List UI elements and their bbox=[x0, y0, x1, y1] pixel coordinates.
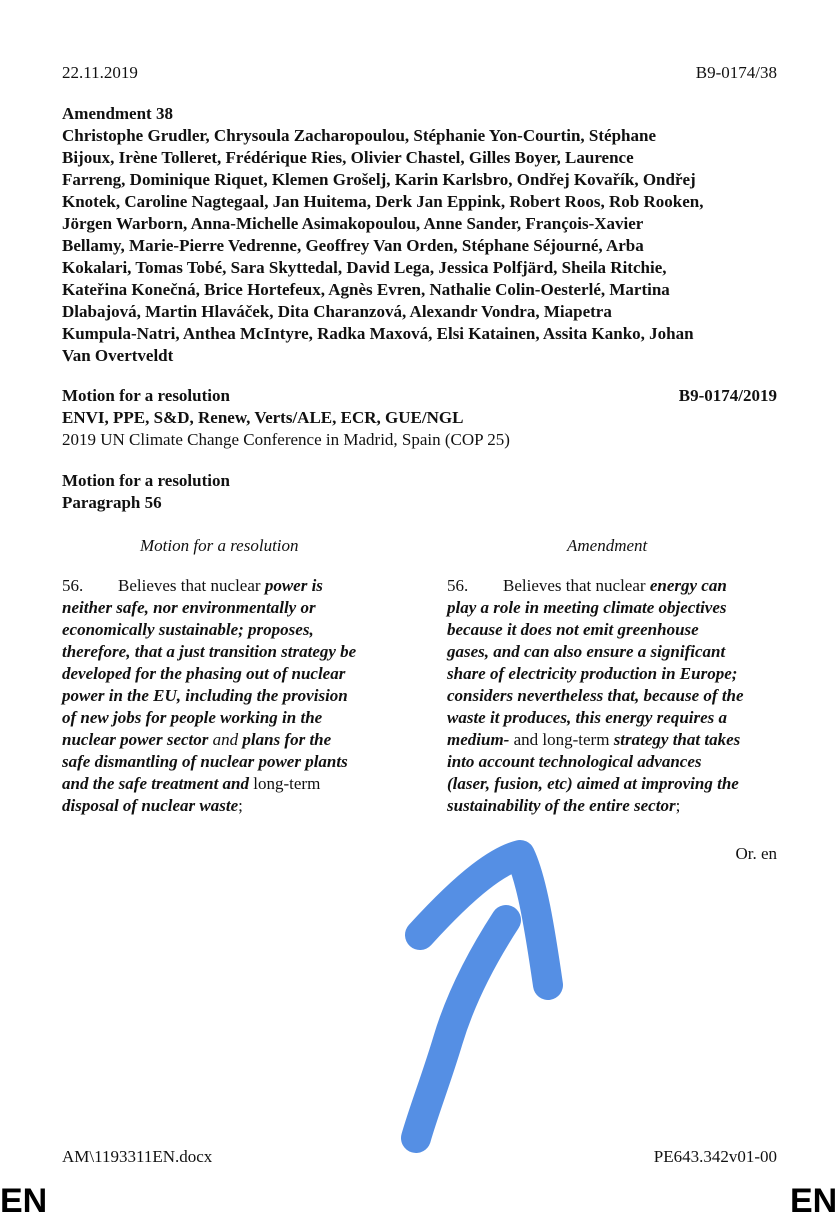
text-line: disposal of nuclear waste; bbox=[62, 796, 243, 815]
paragraph-number: 56. bbox=[447, 576, 469, 595]
text-line: power in the EU, including the provision bbox=[62, 686, 348, 705]
author-line: Kateřina Konečná, Brice Hortefeux, Agnès Evren, Nathalie Colin-Oesterlé, Martina bbox=[62, 280, 670, 299]
arrow-shaft-stroke bbox=[416, 920, 506, 1138]
original-language: Or. en bbox=[735, 844, 777, 863]
text-line: into account technological advances bbox=[447, 752, 702, 771]
document-date: 22.11.2019 bbox=[62, 63, 138, 82]
footer-file-name: AM\1193311EN.docx bbox=[62, 1147, 213, 1166]
text-line: developed for the phasing out of nuclear bbox=[62, 664, 346, 683]
footer-document-code: PE643.342v01-00 bbox=[653, 1147, 777, 1166]
text-line: neither safe, nor environmentally or bbox=[62, 598, 316, 617]
author-line: Bijoux, Irène Tolleret, Frédérique Ries, Olivier Chastel, Gilles Boyer, Laurence bbox=[62, 148, 634, 167]
left-column-heading: Motion for a resolution bbox=[140, 536, 299, 555]
motion-label-secondary: Motion for a resolution bbox=[62, 471, 230, 490]
text-line: and the safe treatment and long-term bbox=[62, 774, 321, 793]
author-line: Dlabajová, Martin Hlaváček, Dita Charanzová, Alexandr Vondra, Miapetra bbox=[62, 302, 612, 321]
text-line: economically sustainable; proposes, bbox=[62, 620, 314, 639]
right-column-heading: Amendment bbox=[567, 536, 648, 555]
text-line: share of electricity production in Europe; bbox=[447, 664, 738, 683]
author-line: Christophe Grudler, Chrysoula Zacharopoulou, Stéphanie Yon-Courtin, Stéphane bbox=[62, 126, 657, 145]
text-line: sustainability of the entire sector; bbox=[447, 796, 681, 815]
amendment-title: Amendment 38 bbox=[62, 104, 173, 123]
motion-label: Motion for a resolution bbox=[62, 386, 230, 405]
text-line: waste it produces, this energy requires a bbox=[447, 708, 728, 727]
language-tab-right: EN bbox=[790, 1182, 837, 1220]
paragraph-label: Paragraph 56 bbox=[62, 493, 162, 512]
text-line: nuclear power sector and plans for the bbox=[62, 730, 332, 749]
author-line: Kokalari, Tomas Tobé, Sara Skyttedal, David Lega, Jessica Polfjärd, Sheila Ritchie, bbox=[62, 258, 667, 277]
text-line: 56. Believes that nuclear power is bbox=[62, 576, 323, 595]
author-line: Bellamy, Marie-Pierre Vedrenne, Geoffrey Van Orden, Stéphane Séjourné, Arba bbox=[62, 236, 644, 255]
text-line: gases, and can also ensure a significant bbox=[447, 642, 726, 661]
language-tab-left: EN bbox=[0, 1182, 48, 1220]
motion-number: B9-0174/2019 bbox=[678, 386, 777, 405]
text-line: of new jobs for people working in the bbox=[62, 708, 323, 727]
author-line: Kumpula-Natri, Anthea McIntyre, Radka Maxová, Elsi Katainen, Assita Kanko, Johan bbox=[62, 324, 694, 343]
text-line: (laser, fusion, etc) aimed at improving the bbox=[447, 774, 739, 793]
text-line: considers nevertheless that, because of the bbox=[447, 686, 744, 705]
text-line: play a role in meeting climate objectives bbox=[447, 598, 727, 617]
committees: ENVI, PPE, S&D, Renew, Verts/ALE, ECR, GUE/NGL bbox=[62, 408, 464, 427]
author-line: Knotek, Caroline Nagtegaal, Jan Huitema, Derk Jan Eppink, Robert Roos, Rob Rooken, bbox=[62, 192, 704, 211]
conference-title: 2019 UN Climate Change Conference in Madrid, Spain (COP 25) bbox=[62, 430, 510, 449]
document-reference: B9-0174/38 bbox=[695, 63, 777, 82]
text-line: because it does not emit greenhouse bbox=[447, 620, 699, 639]
text-line: medium- and long-term strategy that takes bbox=[447, 730, 741, 749]
text-line: 56. Believes that nuclear energy can bbox=[447, 576, 727, 595]
text-line: therefore, that a just transition strategy be bbox=[62, 642, 357, 661]
author-line: Van Overtveldt bbox=[62, 346, 174, 365]
author-line: Jörgen Warborn, Anna-Michelle Asimakopoulou, Anne Sander, François-Xavier bbox=[62, 214, 644, 233]
paragraph-number: 56. bbox=[62, 576, 84, 595]
text-line: safe dismantling of nuclear power plants bbox=[62, 752, 348, 771]
author-line: Farreng, Dominique Riquet, Klemen Grošelj, Karin Karlsbro, Ondřej Kovařík, Ondřej bbox=[62, 170, 696, 189]
